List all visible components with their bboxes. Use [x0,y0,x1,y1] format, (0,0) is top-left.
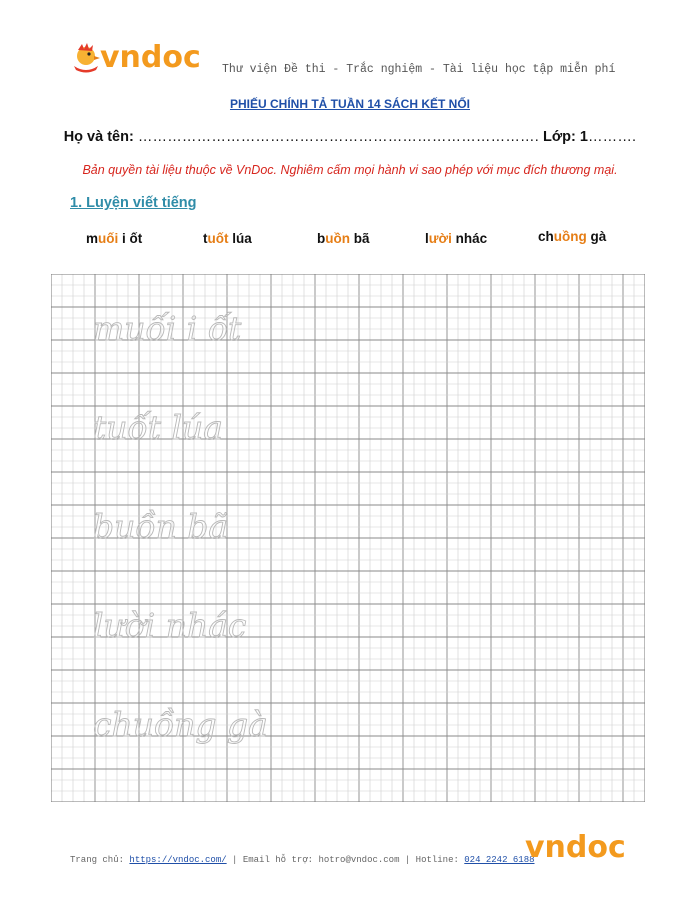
header-tagline: Thư viện Đề thi - Trắc nghiệm - Tài liệu học tập miễn phí [222,63,616,76]
student-info-line [0,129,700,145]
footer-logo: vndoc [525,830,626,865]
word-prefix: m [86,231,99,246]
word-suffix: gà [586,229,607,244]
word-highlight: uồn [325,231,350,246]
copyright-notice: Bản quyền tài liệu thuộc về VnDoc. Nghiêm cấm mọi hành vi sao phép với mục đích thương mại. [82,163,618,177]
footer-hotline[interactable]: 024 2242 6188 [464,855,535,865]
name-label: Họ và tên: [63,129,134,145]
word-prefix: t [203,231,208,246]
rooster-mascot-icon [70,42,104,74]
word-highlight: uồng [553,229,587,244]
word-item [317,231,370,246]
word-item [86,231,142,246]
word-prefix: b [317,231,326,246]
footer-email: | Email hỗ trợ: hotro@vndoc.com | Hotline: [226,855,465,865]
word-suffix: i ốt [118,231,143,246]
footer-home-link[interactable]: https://vndoc.com/ [129,855,227,865]
document-title: PHIẾU CHÍNH TẢ TUẦN 14 SÁCH KẾT NỐI [229,97,471,111]
word-suffix: nhác [451,231,488,246]
footer [70,855,535,865]
class-dots: ………. [587,129,637,145]
grid-lines [51,274,645,802]
word-highlight: ười [428,231,452,246]
logo-text: vndoc [100,40,201,75]
tracing-line: lười nhác [93,606,247,645]
handwriting-grid [51,274,645,802]
tracing-line: muối i ốt [93,309,242,348]
word-suffix: lúa [228,231,252,246]
word-item [425,231,487,246]
tracing-line: tuốt lúa [93,408,223,447]
word-suffix: bã [350,231,370,246]
name-dots: ………………………………………………………………………. [137,129,539,145]
tracing-line: buồn bã [93,507,229,546]
class-label: Lớp: 1 [543,129,588,145]
word-prefix: ch [538,229,554,244]
word-highlight: uối [98,231,119,246]
tracing-line: chuồng gà [93,705,268,744]
word-prefix: l [425,231,429,246]
word-item [538,229,606,244]
word-highlight: uốt [207,231,229,246]
footer-home-label: Trang chủ: [70,855,130,865]
header-logo [70,40,200,78]
section-heading: 1. Luyện viết tiếng [70,195,197,211]
word-item [203,231,252,246]
